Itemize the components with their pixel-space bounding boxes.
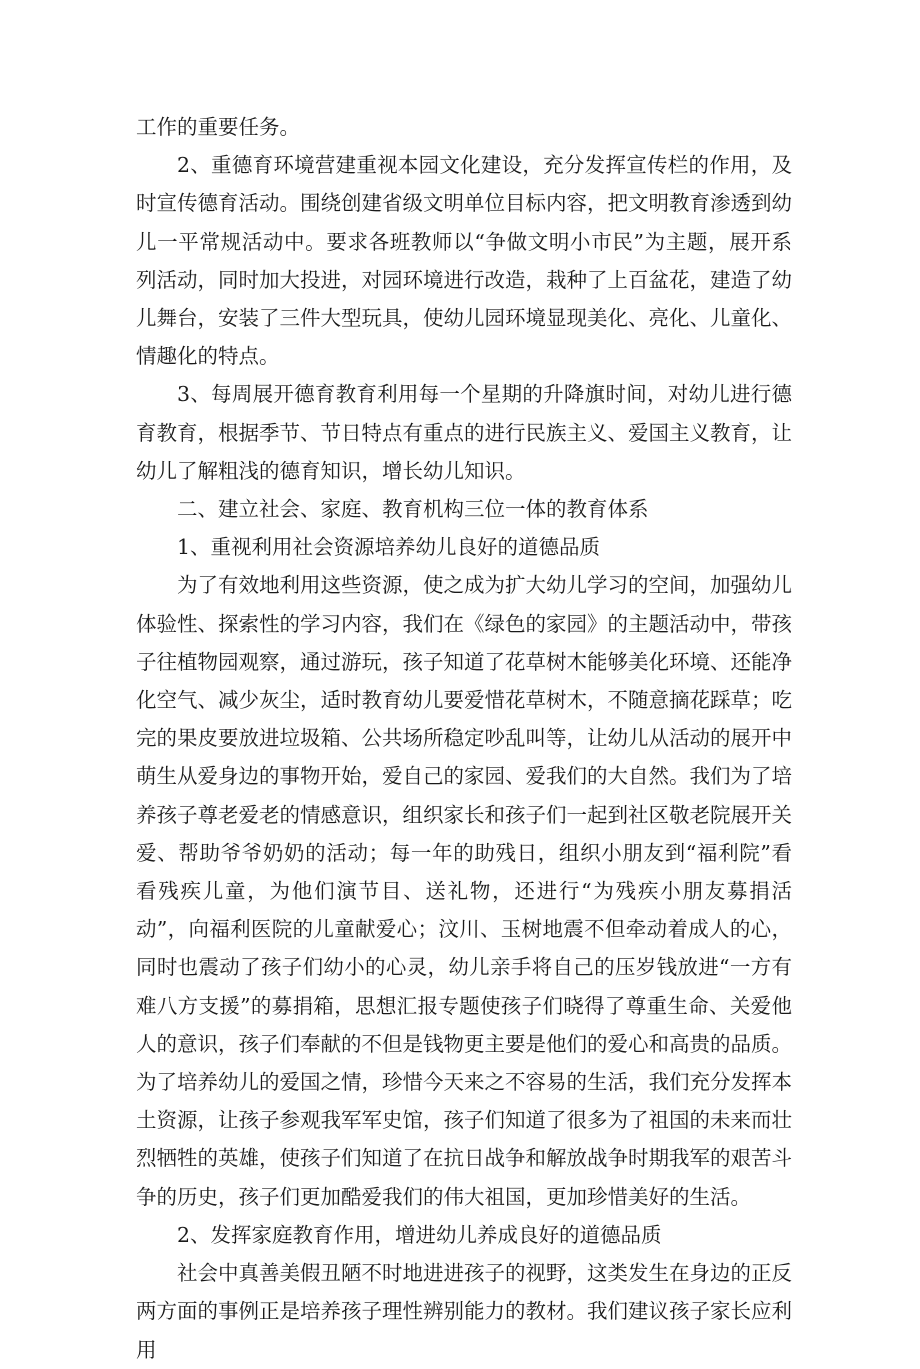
subheading-family-education: 2、发挥家庭教育作用，增进幼儿养成良好的道德品质	[177, 1222, 662, 1247]
paragraph-social-resources: 为了有效地利用这些资源，使之成为扩大幼儿学习的空间，加强幼儿体验性、探索性的学习内容，我们在《绿色的家园》的主题活动中，带孩子往植物园观察，通过游玩，孩子知道了花草树木能够美化环境、还能净化空气、减少灰尘，适时教育幼儿要爱惜花草树木，不随意摘花踩草；吃完的果皮要放进垃圾箱、公共场所稳定吵乱叫等，让幼儿从活动的展开中萌生从爱身边的事物开始，爱自己的家园、爱我们的大自然。我们为了培养孩子尊老爱老的情感意识，组织家长和孩子们一起到社区敬老院展开关爱、帮助爷爷奶奶的活动；每一年的助残日，组织小朋友到“福利院”看看残疾儿童，为他们演节目、送礼物，还进行“为残疾小朋友募捐活动”，向福利医院的儿童献爱心；汶川、玉树地震不但牵动着成人的心，同时也震动了孩子们幼小的心灵，幼儿亲手将自己的压岁钱放进“一方有难八方支援”的募捐箱，思想汇报专题使孩子们晓得了尊重生命、关爱他人的意识，孩子们奉献的不但是钱物更主要是他们的爱心和高贵的品质。为了培养幼儿的爱国之情，珍惜今天来之不容易的生活，我们充分发挥本土资源，让孩子参观我军军史馆，孩子们知道了很多为了祖国的未来而壮烈牺牲的英雄，使孩子们知道了在抗日战争和解放战争时期我军的艰苦斗争的历史，孩子们更加酷爱我们的伟大祖国，更加珍惜美好的生活。	[136, 573, 792, 1209]
document-page	[136, 108, 792, 1369]
paragraph-weekly-education: 3、每周展开德育教育利用每一个星期的升降旗时间，对幼儿进行德育教育，根据季节、节日特点有重点的进行民族主义、爱国主义教育，让幼儿了解粗浅的德育知识，增长幼儿知识。	[136, 382, 792, 483]
section-heading-system: 二、建立社会、家庭、教育机构三位一体的教育体系	[177, 497, 649, 522]
subheading-social-resources: 1、重视利用社会资源培养幼儿良好的道德品质	[177, 535, 601, 560]
paragraph-continuation: 工作的重要任务。	[136, 115, 300, 139]
paragraph-environment: 2、重德育环境营建重视本园文化建设，充分发挥宣传栏的作用，及时宣传德育活动。围绕创建省级文明单位目标内容，把文明教育渗透到幼儿一平常规活动中。要求各班教师以“争做文明小市民”为主题，展开系列活动，同时加大投进，对园环境进行改造，栽种了上百盆花，建造了幼儿舞台，安装了三件大型玩具，使幼儿园环境显现美化、亮化、儿童化、情趣化的特点。	[136, 153, 792, 369]
paragraph-family-education: 社会中真善美假丑陋不时地进进孩子的视野，这类发生在身边的正反两方面的事例正是培养孩子理性辨别能力的教材。我们建议孩子家长应利用	[136, 1261, 792, 1362]
